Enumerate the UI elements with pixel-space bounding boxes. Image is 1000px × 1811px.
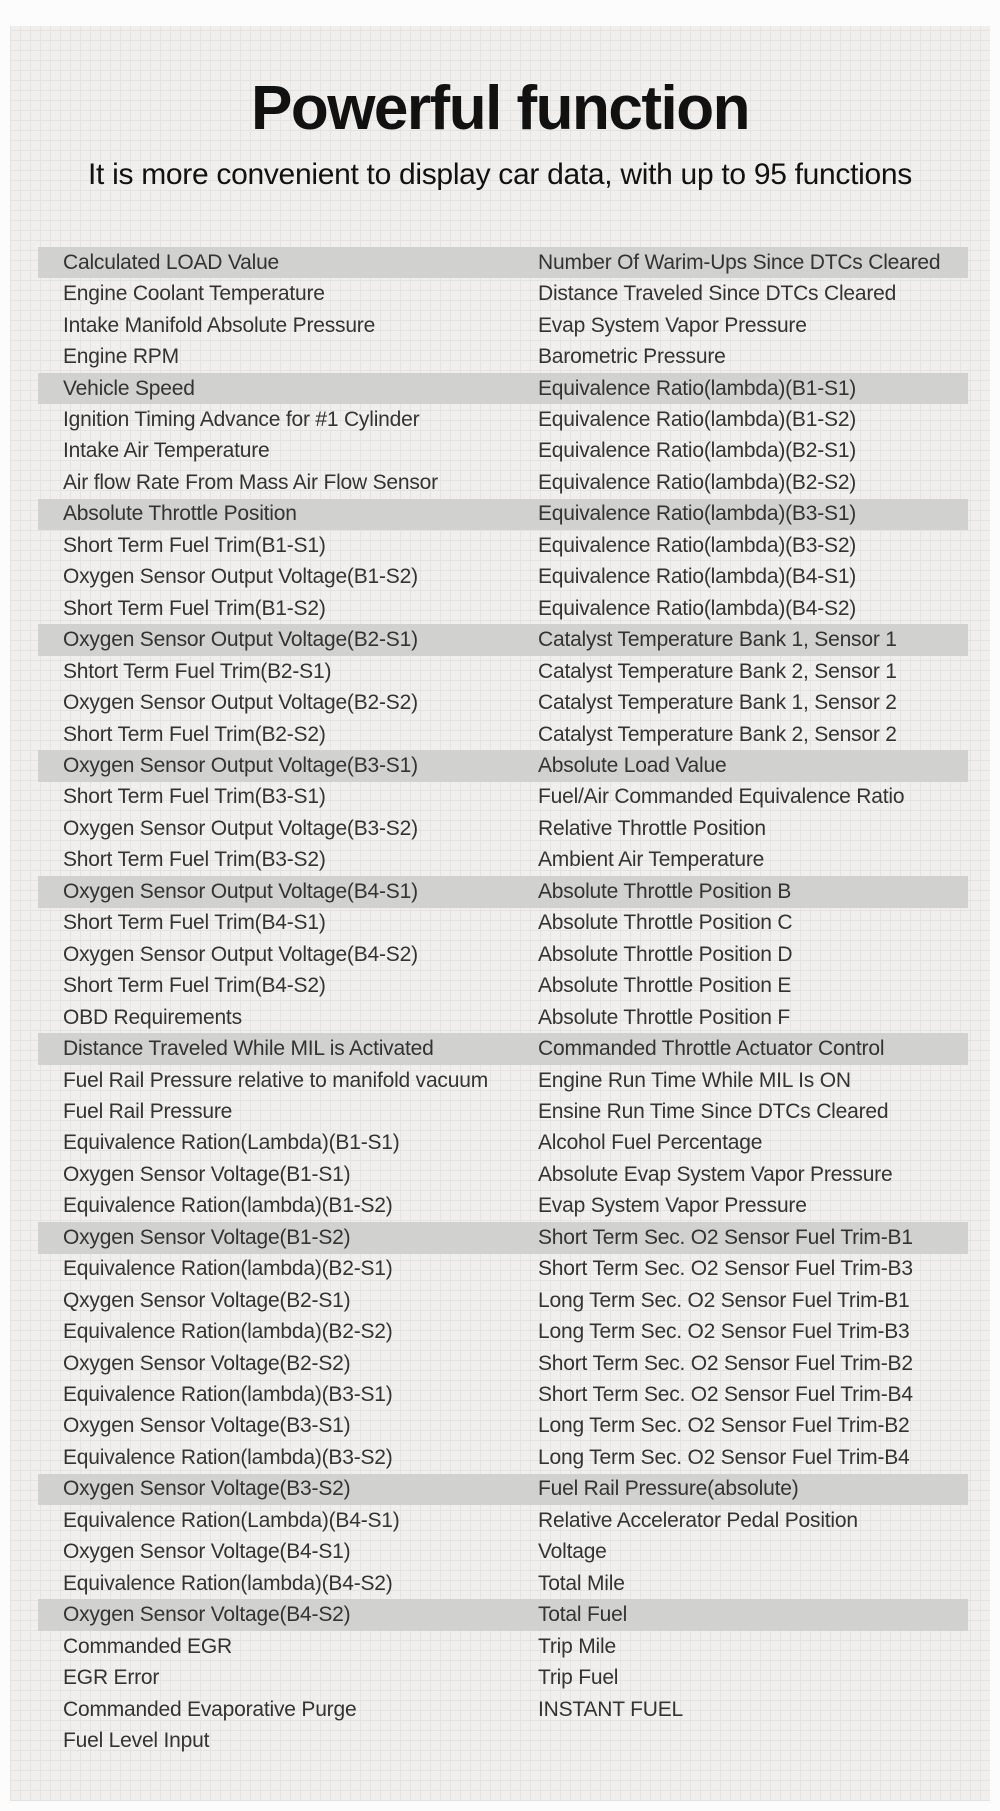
function-cell-right: Long Term Sec. O2 Sensor Fuel Trim-B1 (538, 1288, 910, 1312)
function-cell-left: Oxygen Sensor Voltage(B3-S2) (63, 1477, 351, 1501)
table-row (38, 1348, 968, 1379)
function-cell-left: Vehicle Speed (63, 376, 195, 400)
function-cell-right: Absolute Throttle Position E (538, 974, 792, 998)
table-row (38, 719, 968, 750)
function-cell-left: Absolute Throttle Position (63, 502, 297, 526)
function-cell-left: Short Term Fuel Trim(B2-S2) (63, 722, 326, 746)
function-cell-right: Equivalence Ratio(lambda)(B3-S2) (538, 533, 857, 557)
function-cell-left: Oxygen Sensor Output Voltage(B3-S1) (63, 753, 418, 777)
function-cell-left: Equivalence Ration(Lambda)(B1-S1) (63, 1131, 400, 1155)
table-row (38, 310, 968, 341)
table-row (38, 1128, 968, 1159)
function-cell-right: Number Of Warim-Ups Since DTCs Cleared (538, 250, 941, 274)
function-cell-right: Long Term Sec. O2 Sensor Fuel Trim-B2 (538, 1414, 910, 1438)
table-row (38, 687, 968, 718)
table-row (38, 813, 968, 844)
table-row (38, 1254, 968, 1285)
function-cell-right: Total Fuel (538, 1603, 628, 1627)
function-cell-left: Qxygen Sensor Voltage(B2-S1) (63, 1288, 351, 1312)
function-cell-right: Absolute Throttle Position B (538, 879, 792, 903)
function-cell-left: Oxygen Sensor Voltage(B4-S2) (63, 1603, 351, 1627)
function-cell-left: Short Term Fuel Trim(B4-S1) (63, 911, 326, 935)
table-row (38, 1159, 968, 1190)
table-row (38, 656, 968, 687)
function-cell-right: Fuel/Air Commanded Equivalence Ratio (538, 785, 905, 809)
table-row (38, 1694, 968, 1725)
page-subtitle: It is more convenient to display car data, with up to 95 functions (88, 158, 912, 191)
table-row (38, 1065, 968, 1096)
function-cell-left: Equivalence Ration(lambda)(B1-S2) (63, 1194, 393, 1218)
table-row (38, 845, 968, 876)
function-cell-left: EGR Error (63, 1666, 160, 1690)
table-row (38, 278, 968, 309)
table-row (38, 624, 968, 655)
function-cell-right: Relative Throttle Position (538, 816, 766, 840)
function-cell-right: Equivalence Ratio(lambda)(B3-S1) (538, 502, 857, 526)
table-row (38, 1725, 968, 1756)
function-cell-right: Short Term Sec. O2 Sensor Fuel Trim-B1 (538, 1225, 913, 1249)
function-cell-right: Total Mile (538, 1571, 625, 1595)
table-row (38, 908, 968, 939)
function-cell-right: Voltage (538, 1540, 607, 1564)
table-row (38, 467, 968, 498)
function-cell-left: Equivalence Ration(lambda)(B3-S2) (63, 1445, 393, 1469)
function-cell-left: Equivalence Ration(lambda)(B2-S2) (63, 1320, 393, 1344)
function-cell-right: INSTANT FUEL (538, 1697, 684, 1721)
function-cell-right: Commanded Throttle Actuator Control (538, 1037, 885, 1061)
table-row (38, 1316, 968, 1347)
function-cell-right: Equivalence Ratio(lambda)(B4-S1) (538, 565, 857, 589)
function-cell-left: Calculated LOAD Value (63, 250, 280, 274)
function-cell-right: Long Term Sec. O2 Sensor Fuel Trim-B3 (538, 1320, 910, 1344)
function-cell-left: Short Term Fuel Trim(B3-S2) (63, 848, 326, 872)
table-row (38, 1411, 968, 1442)
function-cell-left: Commanded Evaporative Purge (63, 1697, 357, 1721)
table-row (38, 939, 968, 970)
function-cell-left: Intake Air Temperature (63, 439, 270, 463)
function-cell-left: Oxygen Sensor Voltage(B1-S2) (63, 1225, 351, 1249)
function-cell-left: Oxygen Sensor Output Voltage(B3-S2) (63, 816, 418, 840)
table-row (38, 1379, 968, 1410)
function-cell-right: Short Term Sec. O2 Sensor Fuel Trim-B4 (538, 1383, 913, 1407)
function-cell-left: Oxygen Sensor Output Voltage(B4-S1) (63, 879, 418, 903)
function-cell-right: Absolute Throttle Position F (538, 1005, 790, 1029)
function-cell-left: Short Term Fuel Trim(B3-S1) (63, 785, 326, 809)
function-cell-right: Long Term Sec. O2 Sensor Fuel Trim-B4 (538, 1445, 910, 1469)
table-row (38, 1474, 968, 1505)
table-row (38, 499, 968, 530)
table-row (38, 373, 968, 404)
table-row (38, 782, 968, 813)
function-cell-right: Equivalence Ratio(lambda)(B4-S2) (538, 596, 857, 620)
function-cell-left: Fuel Rail Pressure (63, 1099, 233, 1123)
function-cell-left: Engine Coolant Temperature (63, 282, 325, 306)
function-cell-right: Engine Run Time While MIL Is ON (538, 1068, 851, 1092)
function-cell-right: Ensine Run Time Since DTCs Cleared (538, 1099, 889, 1123)
function-cell-right: Catalyst Temperature Bank 1, Sensor 2 (538, 691, 897, 715)
function-cell-right: Alcohol Fuel Percentage (538, 1131, 763, 1155)
function-cell-left: Equivalence Ration(Lambda)(B4-S1) (63, 1508, 400, 1532)
table-row (38, 562, 968, 593)
function-cell-right: Equivalence Ratio(lambda)(B2-S2) (538, 470, 857, 494)
table-row (38, 1662, 968, 1693)
table-row (38, 876, 968, 907)
function-cell-right: Absolute Throttle Position C (538, 911, 793, 935)
function-cell-left: Oxygen Sensor Output Voltage(B1-S2) (63, 565, 418, 589)
table-row (38, 1505, 968, 1536)
function-cell-left: Equivalence Ration(lambda)(B4-S2) (63, 1571, 393, 1595)
function-cell-right: Absolute Load Value (538, 753, 727, 777)
function-cell-left: Oxygen Sensor Output Voltage(B2-S2) (63, 691, 418, 715)
table-row (38, 1568, 968, 1599)
table-row (38, 1285, 968, 1316)
table-row (38, 436, 968, 467)
function-cell-right: Short Term Sec. O2 Sensor Fuel Trim-B2 (538, 1351, 913, 1375)
function-cell-right: Evap System Vapor Pressure (538, 1194, 807, 1218)
function-cell-right: Evap System Vapor Pressure (538, 313, 807, 337)
function-cell-left: Engine RPM (63, 345, 179, 369)
function-cell-left: Equivalence Ration(lambda)(B2-S1) (63, 1257, 393, 1281)
function-cell-right: Relative Accelerator Pedal Position (538, 1508, 858, 1532)
function-cell-left: Equivalence Ration(lambda)(B3-S1) (63, 1383, 393, 1407)
table-row (38, 750, 968, 781)
table-row (38, 404, 968, 435)
function-cell-left: OBD Requirements (63, 1005, 242, 1029)
function-cell-right: Absolute Evap System Vapor Pressure (538, 1162, 893, 1186)
function-cell-right: Barometric Pressure (538, 345, 726, 369)
table-row (38, 1599, 968, 1630)
function-cell-left: Distance Traveled While MIL is Activated (63, 1037, 434, 1061)
function-cell-right: Catalyst Temperature Bank 1, Sensor 1 (538, 628, 897, 652)
function-cell-left: Oxygen Sensor Output Voltage(B4-S2) (63, 942, 418, 966)
function-cell-left: Ignition Timing Advance for #1 Cylinder (63, 407, 420, 431)
table-row (38, 530, 968, 561)
table-row (38, 1631, 968, 1662)
function-cell-left: Oxygen Sensor Voltage(B3-S1) (63, 1414, 351, 1438)
function-cell-right: Catalyst Temperature Bank 2, Sensor 2 (538, 722, 897, 746)
function-cell-right: Ambient Air Temperature (538, 848, 765, 872)
table-row (38, 1442, 968, 1473)
table-row (38, 970, 968, 1001)
function-cell-left: Commanded EGR (63, 1634, 232, 1658)
function-cell-left: Oxygen Sensor Voltage(B1-S1) (63, 1162, 351, 1186)
table-row (38, 1222, 968, 1253)
function-cell-right: Distance Traveled Since DTCs Cleared (538, 282, 897, 306)
function-cell-left: Air flow Rate From Mass Air Flow Sensor (63, 470, 438, 494)
table-row (38, 593, 968, 624)
grid-background (10, 26, 990, 1801)
table-row (38, 1096, 968, 1127)
function-cell-right: Short Term Sec. O2 Sensor Fuel Trim-B3 (538, 1257, 913, 1281)
table-row (38, 247, 968, 278)
table-row (38, 1002, 968, 1033)
table-row (38, 1191, 968, 1222)
function-cell-right: Fuel Rail Pressure(absolute) (538, 1477, 799, 1501)
function-cell-right: Trip Mile (538, 1634, 616, 1658)
function-cell-left: Short Term Fuel Trim(B1-S2) (63, 596, 326, 620)
function-cell-left: Shtort Term Fuel Trim(B2-S1) (63, 659, 332, 683)
function-cell-left: Oxygen Sensor Output Voltage(B2-S1) (63, 628, 418, 652)
function-cell-left: Fuel Level Input (63, 1729, 210, 1753)
table-row (38, 1537, 968, 1568)
function-cell-left: Short Term Fuel Trim(B1-S1) (63, 533, 326, 557)
table-row (38, 1033, 968, 1064)
page-title: Powerful function (250, 74, 750, 143)
function-cell-right: Equivalence Ratio(lambda)(B2-S1) (538, 439, 857, 463)
function-cell-left: Oxygen Sensor Voltage(B4-S1) (63, 1540, 351, 1564)
function-cell-right: Absolute Throttle Position D (538, 942, 793, 966)
function-cell-right: Trip Fuel (538, 1666, 619, 1690)
function-cell-left: Short Term Fuel Trim(B4-S2) (63, 974, 326, 998)
function-cell-right: Equivalence Ratio(lambda)(B1-S1) (538, 376, 857, 400)
function-cell-right: Equivalence Ratio(lambda)(B1-S2) (538, 407, 857, 431)
function-cell-left: Oxygen Sensor Voltage(B2-S2) (63, 1351, 351, 1375)
function-cell-right: Catalyst Temperature Bank 2, Sensor 1 (538, 659, 897, 683)
function-cell-left: Fuel Rail Pressure relative to manifold vacuum (63, 1068, 488, 1092)
function-cell-left: Intake Manifold Absolute Pressure (63, 313, 376, 337)
function-table (38, 247, 968, 1757)
table-row (38, 341, 968, 372)
